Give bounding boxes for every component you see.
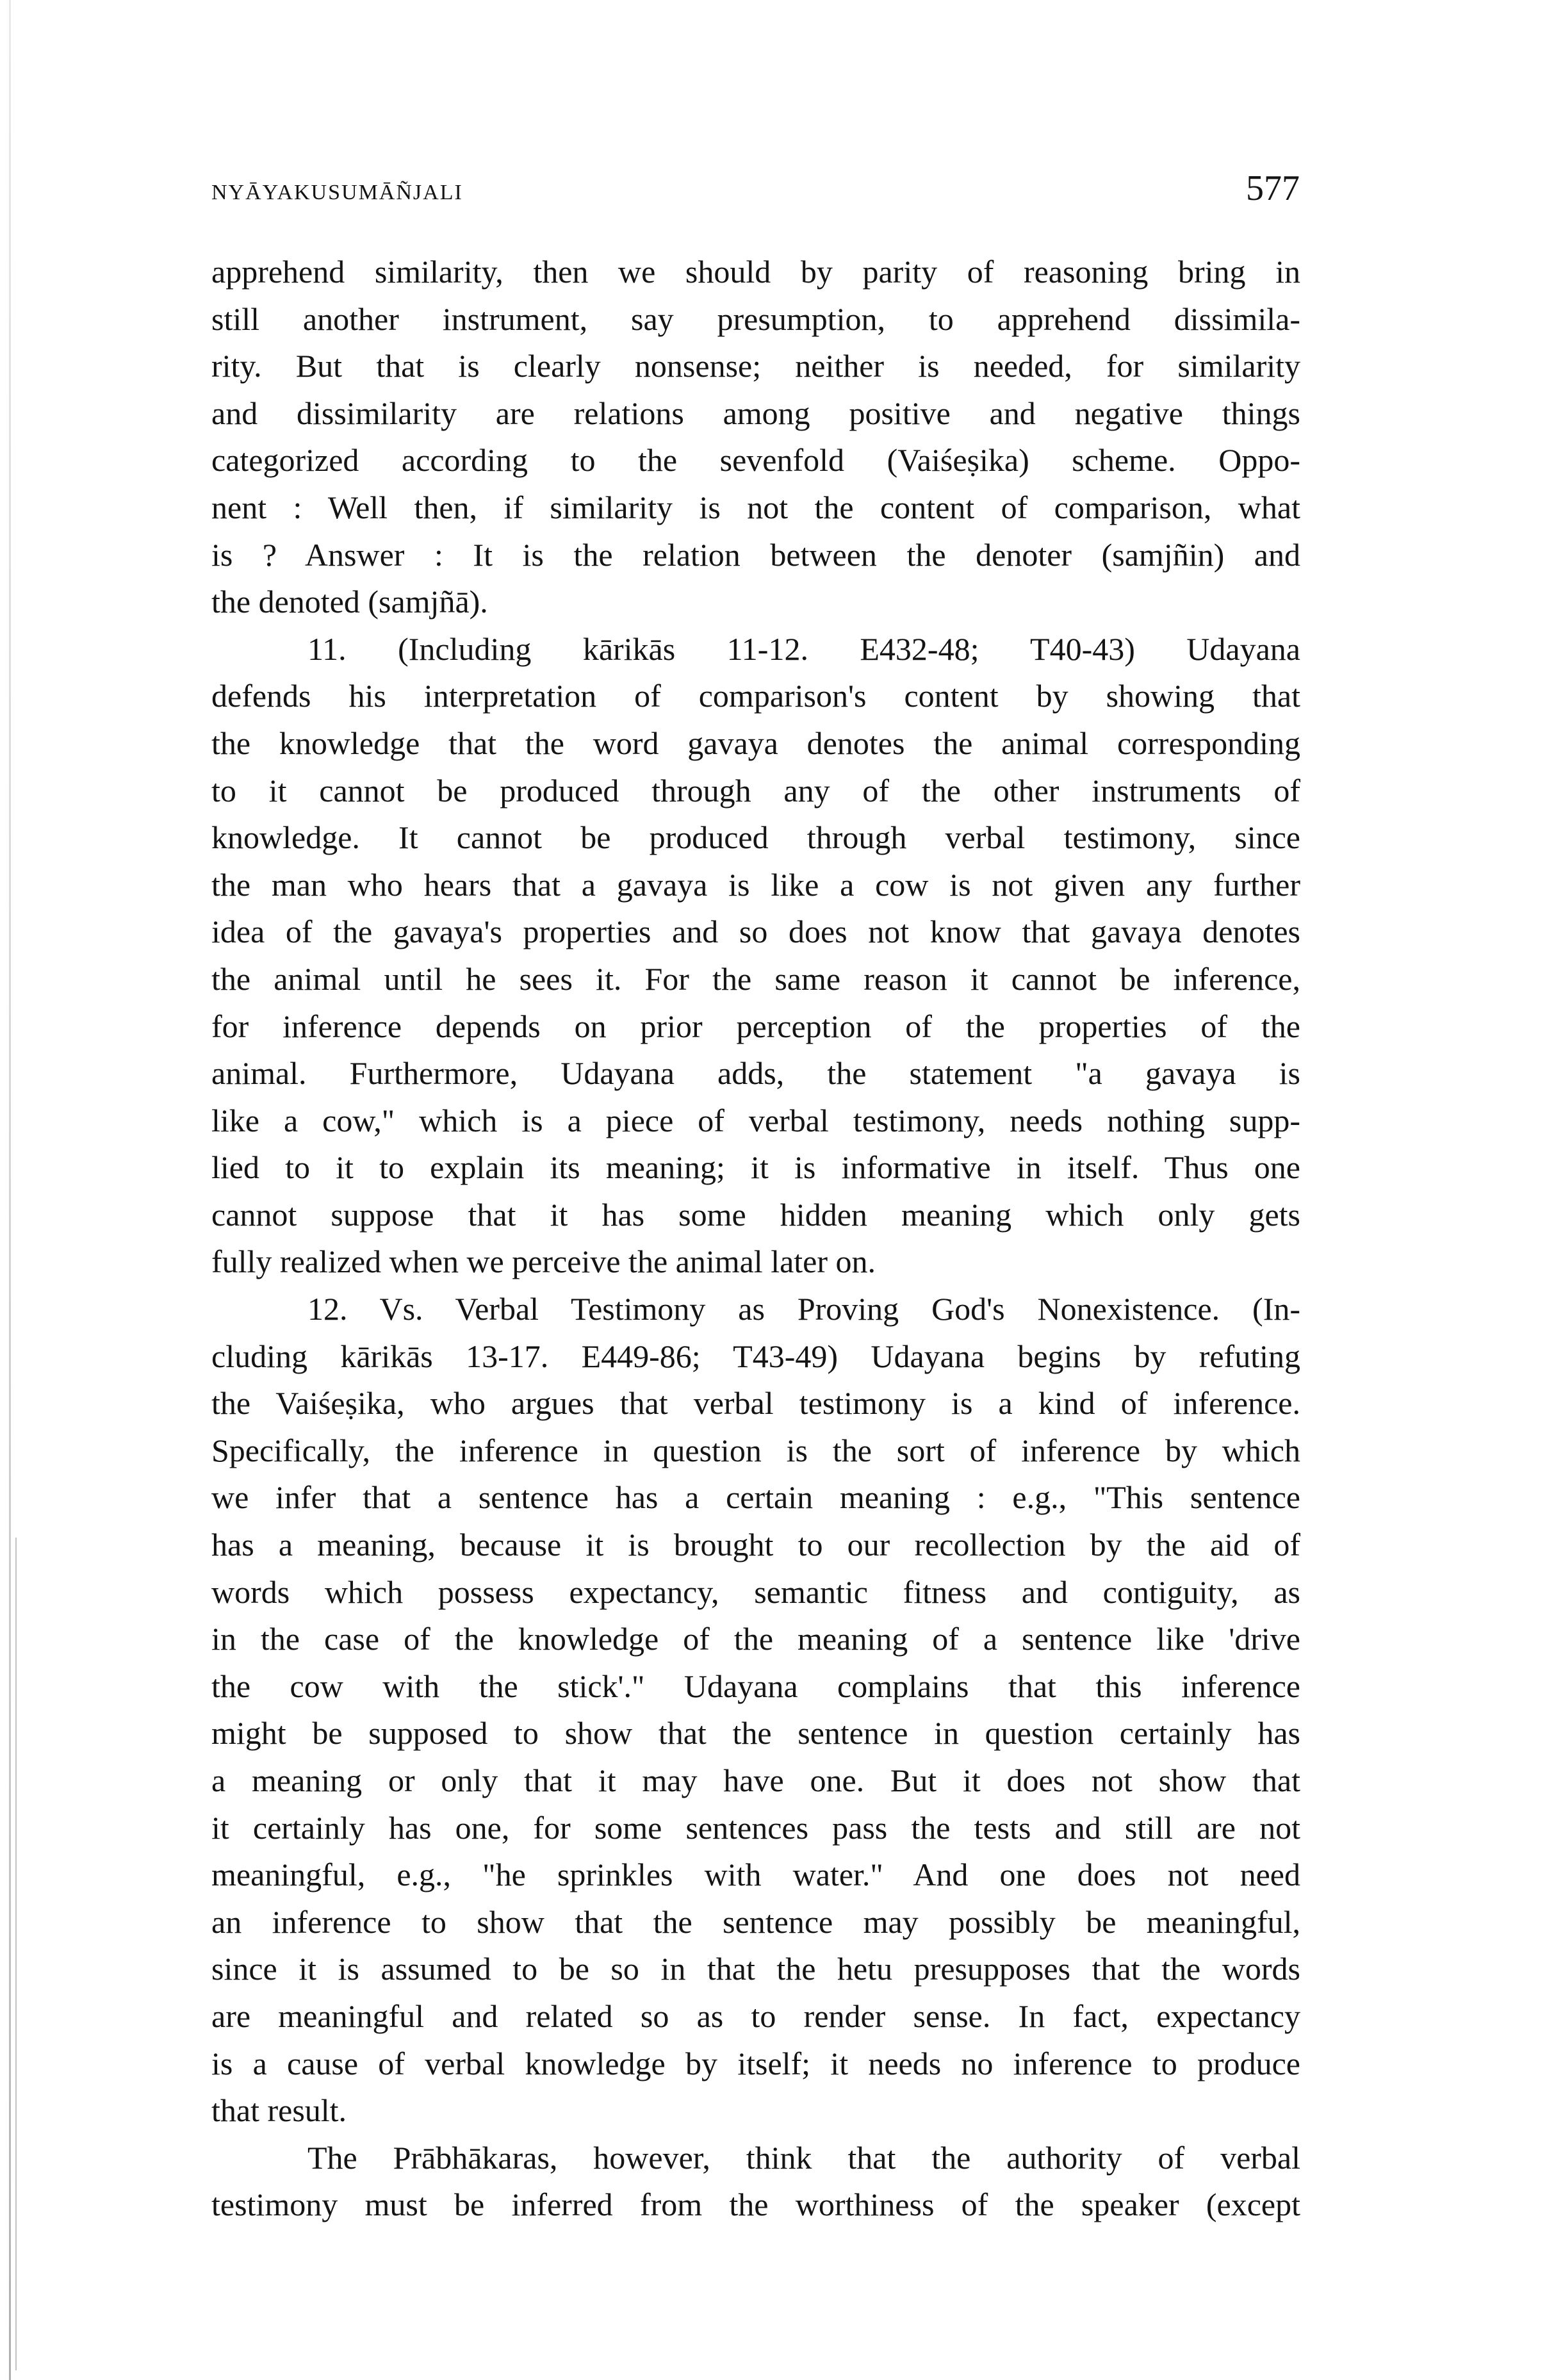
text-line: an inference to show that the sentence may possibly be meaningful, bbox=[211, 1903, 1300, 1940]
text-line: like a cow," which is a piece of verbal testimony, needs nothing supp- bbox=[211, 1102, 1300, 1138]
text-line: 11. (Including kārikās 11-12. E432-48; T40-43) Udayana bbox=[307, 630, 1300, 667]
text-line: are meaningful and related so as to render sense. In fact, expectancy bbox=[211, 1998, 1300, 2034]
text-line: cluding kārikās 13-17. E449-86; T43-49) Udayana begins by refuting bbox=[211, 1338, 1300, 1374]
text-line: meaningful, e.g., "he sprinkles with water." And one does not need bbox=[211, 1857, 1300, 1893]
text-line: defends his interpretation of comparison's content by showing that bbox=[211, 678, 1300, 714]
text-line: to it cannot be produced through any of the other instruments of bbox=[211, 772, 1300, 808]
text-line: has a meaning, because it is brought to our recollection by the aid of bbox=[211, 1527, 1300, 1563]
text-line: the Vaiśeṣika, who argues that verbal testimony is a kind of inference. bbox=[211, 1385, 1300, 1422]
text-line: it certainly has one, for some sentences pass the tests and still are not bbox=[211, 1809, 1300, 1846]
text-line: cannot suppose that it has some hidden meaning which only gets bbox=[211, 1196, 1300, 1233]
text-line: the man who hears that a gavaya is like a cow is not given any further bbox=[211, 866, 1300, 903]
page-number: 577 bbox=[1246, 168, 1300, 208]
text-line: might be supposed to show that the sentence in question certainly has bbox=[211, 1715, 1300, 1752]
text-line: nent : Well then, if similarity is not the content of comparison, what bbox=[211, 489, 1300, 525]
text-line: apprehend similarity, then we should by parity of reasoning bring in bbox=[211, 254, 1300, 290]
text-line: a meaning or only that it may have one. But it does not show that bbox=[211, 1762, 1300, 1798]
text-line: categorized according to the sevenfold (Vaiśeṣika) scheme. Oppo- bbox=[211, 442, 1300, 479]
text-line: we infer that a sentence has a certain meaning : e.g., "This sentence bbox=[211, 1479, 1300, 1516]
text-line: knowledge. It cannot be produced through verbal testimony, since bbox=[211, 819, 1300, 856]
running-header-title: NYĀYAKUSUMĀÑJALI bbox=[211, 181, 463, 204]
text-line: animal. Furthermore, Udayana adds, the statement "a gavaya is bbox=[211, 1055, 1300, 1092]
text-line: testimony must be inferred from the worthiness of the speaker (except bbox=[211, 2187, 1300, 2223]
body-text bbox=[211, 249, 1300, 2229]
text-line: idea of the gavaya's properties and so does not know that gavaya denotes bbox=[211, 914, 1300, 950]
text-line: the knowledge that the word gavaya denotes the animal corresponding bbox=[211, 725, 1300, 761]
scan-binding-shadow bbox=[15, 1538, 17, 2370]
scan-edge-shadow bbox=[9, 0, 11, 2380]
text-line: 12. Vs. Verbal Testimony as Proving God's Nonexistence. (In- bbox=[307, 1291, 1300, 1327]
text-line: and dissimilarity are relations among positive and negative things bbox=[211, 395, 1300, 431]
text-line: the cow with the stick'." Udayana complains that this inference bbox=[211, 1668, 1300, 1704]
text-line: still another instrument, say presumption, to apprehend dissimila- bbox=[211, 300, 1300, 337]
text-line: since it is assumed to be so in that the hetu presupposes that the words bbox=[211, 1951, 1300, 1987]
text-line: that result. bbox=[211, 2092, 347, 2129]
text-line: fully realized when we perceive the animal later on. bbox=[211, 1243, 876, 1280]
text-line: is ? Answer : It is the relation between the denoter (samjñin) and bbox=[211, 536, 1300, 573]
text-line: words which possess expectancy, semantic fitness and contiguity, as bbox=[211, 1573, 1300, 1610]
text-line: the animal until he sees it. For the same reason it cannot be inference, bbox=[211, 960, 1300, 997]
text-line: is a cause of verbal knowledge by itself; it needs no inference to produce bbox=[211, 2045, 1300, 2081]
text-line: rity. But that is clearly nonsense; neither is needed, for similarity bbox=[211, 348, 1300, 384]
text-line: lied to it to explain its meaning; it is informative in itself. Thus one bbox=[211, 1149, 1300, 1186]
text-line: the denoted (samjñā). bbox=[211, 584, 488, 620]
text-line: for inference depends on prior perception of the properties of the bbox=[211, 1008, 1300, 1044]
text-line: in the case of the knowledge of the meaning of a sentence like 'drive bbox=[211, 1621, 1300, 1657]
text-line: Specifically, the inference in question is the sort of inference by which bbox=[211, 1432, 1300, 1468]
text-line: The Prābhākaras, however, think that the authority of verbal bbox=[307, 2139, 1300, 2176]
